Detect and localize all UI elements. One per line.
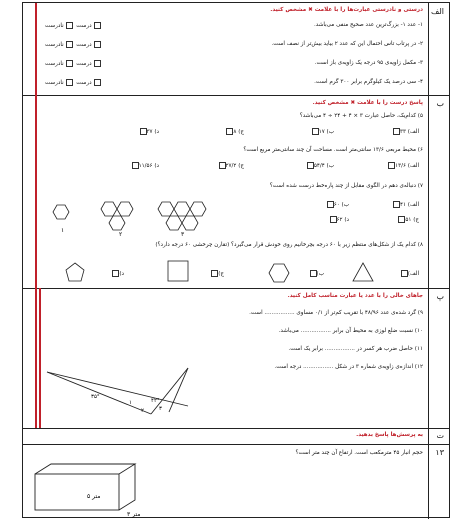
q8-opt-d[interactable]: د) (110, 270, 124, 277)
section-title: درستی و نادرستی عبارت‌ها را با علامت ✖ مشخص کنید. (270, 7, 423, 13)
q6-opt-b[interactable]: ب) ۵۴/۴ (305, 162, 334, 169)
dim-width: ۳ متر (127, 511, 141, 518)
blank-12: ۱۲) اندازه‌ی زاویه‌ی شماره ۳ در شکل ................. درجه است. (274, 364, 423, 370)
angle-figure (43, 358, 193, 420)
section-label-text: پ (436, 292, 444, 301)
section-label (428, 288, 449, 428)
hexagon-shape (269, 264, 289, 282)
q5-opt-c[interactable]: ج) ۸ (224, 128, 244, 135)
statement-4: ۴- سی درصد یک کیلوگرم برابر ۳۰۰ گرم است. (314, 79, 423, 85)
q7-opt-b[interactable]: ب) ۶۰ (325, 201, 349, 208)
question-5: ۵) کدام‌یک، حاصل عبارت ۳ × ۴ + ۲۴ ÷ ۴ می‌باشد؟ (299, 113, 423, 119)
tf-choices-2[interactable]: درست نادرست (45, 41, 101, 48)
square-shape (168, 261, 188, 281)
angle-num-3: ۳ (159, 406, 162, 412)
section-label (428, 3, 449, 95)
dim-length: ۵ متر (87, 493, 101, 500)
q6-opt-d[interactable]: د) ۱۱/۵۶ (130, 162, 159, 169)
q5-opt-a[interactable]: الف) ۳۳ (391, 128, 419, 135)
tf-choices-4[interactable]: درست نادرست (45, 79, 101, 86)
triangle-shape (353, 263, 373, 281)
pattern-num-1: ۱ (61, 227, 65, 234)
blank-10: ۱۰) نسبت ضلع لوزی به محیط آن برابر ................. می‌باشد. (278, 328, 423, 334)
question-13 (23, 444, 449, 519)
section-questions-header (23, 428, 449, 445)
q6-opt-a[interactable]: الف) ۱۳/۶ (386, 162, 419, 169)
section-label-text: ب (436, 99, 444, 108)
exam-sheet (22, 2, 450, 518)
section-title: پاسخ درست را با علامت ✖ مشخص کنید. (312, 100, 423, 106)
q7-opt-d[interactable]: د) ۶۲ (328, 216, 349, 223)
section-label-text: ت (436, 431, 444, 440)
pentagon-shape (66, 263, 84, 281)
blank-11: ۱۱) حاصل ضرب هر کسر در ................. برابر یک است. (288, 346, 423, 352)
section-multiple-choice (23, 95, 449, 289)
tf-choices-3[interactable]: درست نادرست (45, 60, 101, 67)
question-number: ۱۳ (435, 448, 444, 457)
section-title: به پرسش‌ها پاسخ بدهید. (356, 432, 423, 438)
angle-num-2: ۲ (141, 408, 144, 414)
red-margin-line (35, 3, 37, 95)
pattern-num-3: ۳ (181, 231, 185, 237)
hexagon-pattern-figure (43, 195, 213, 237)
section-label-text: الف (431, 7, 444, 16)
angle-42: ۴۲° (151, 398, 160, 404)
q5-opt-d[interactable]: د) ۳۷ (138, 128, 159, 135)
q8-opt-c[interactable]: ج) (209, 270, 224, 277)
question-6: ۶) محیط مربعی ۱۳/۶ سانتی‌متر است. مساحت آن چند سانتی‌متر مربع است؟ (243, 147, 423, 153)
statement-1: ۱- عدد ۱- بزرگ‌ترین عدد صحیح منفی می‌باشد. (313, 22, 423, 28)
angle-35: ۳۵° (91, 394, 100, 400)
section-label (428, 428, 449, 444)
blank-9: ۹) گرد شده‌ی عدد ۴۸/۹۶ با تقریب کم‌تر از ۰/۱ مساوی ................. است. (249, 310, 423, 316)
q7-opt-c[interactable]: ج) ۵۱ (396, 216, 419, 223)
question-13-text: حجم انبار ۴۵ مترمکعب است. ارتفاع آن چند متر است؟ (295, 450, 423, 456)
question-7: ۷) دنباله‌ی دهم در الگوی مقابل از چند پاره‌خط درست شده است؟ (269, 183, 423, 189)
section-fill-blanks (23, 288, 449, 429)
q8-opt-b[interactable]: ب) (308, 270, 324, 277)
statement-3: ۳- مکمل زاویه‌ی ۹۵ درجه یک زاویه‌ی باز است. (314, 60, 423, 66)
statement-2: ۲- در پرتاب تاس احتمال این که عدد ۲ بیاید بیش‌تر از نصف است. (271, 41, 423, 47)
q5-opt-b[interactable]: ب) ۱۷ (310, 128, 334, 135)
q8-opt-a[interactable]: الف) (399, 270, 419, 277)
tf-choices-1[interactable]: درست نادرست (45, 22, 101, 29)
question-8: ۸) کدام یک از شکل‌های منتظم زیر با ۶۰ درجه بچرخانیم روی خودش قرار می‌گیرد؟ (تقارن چرخشی ۶۰ درجه دارد؟) (155, 242, 423, 248)
section-true-false (23, 3, 449, 96)
section-title: جاهای خالی را با عدد یا عبارت مناسب کامل کنید. (287, 293, 423, 299)
regular-shapes (23, 255, 451, 285)
red-margin-line-2 (39, 288, 41, 428)
angle-num-1: ۱ (129, 400, 132, 406)
q7-opt-a[interactable]: الف) ۴۱ (391, 201, 419, 208)
q6-opt-c[interactable]: ج) ۲۷/۲ (217, 162, 244, 169)
question-number-cell (428, 444, 449, 519)
box-figure (31, 462, 161, 518)
red-margin-line (35, 288, 37, 428)
pattern-num-2: ۲ (119, 231, 123, 237)
